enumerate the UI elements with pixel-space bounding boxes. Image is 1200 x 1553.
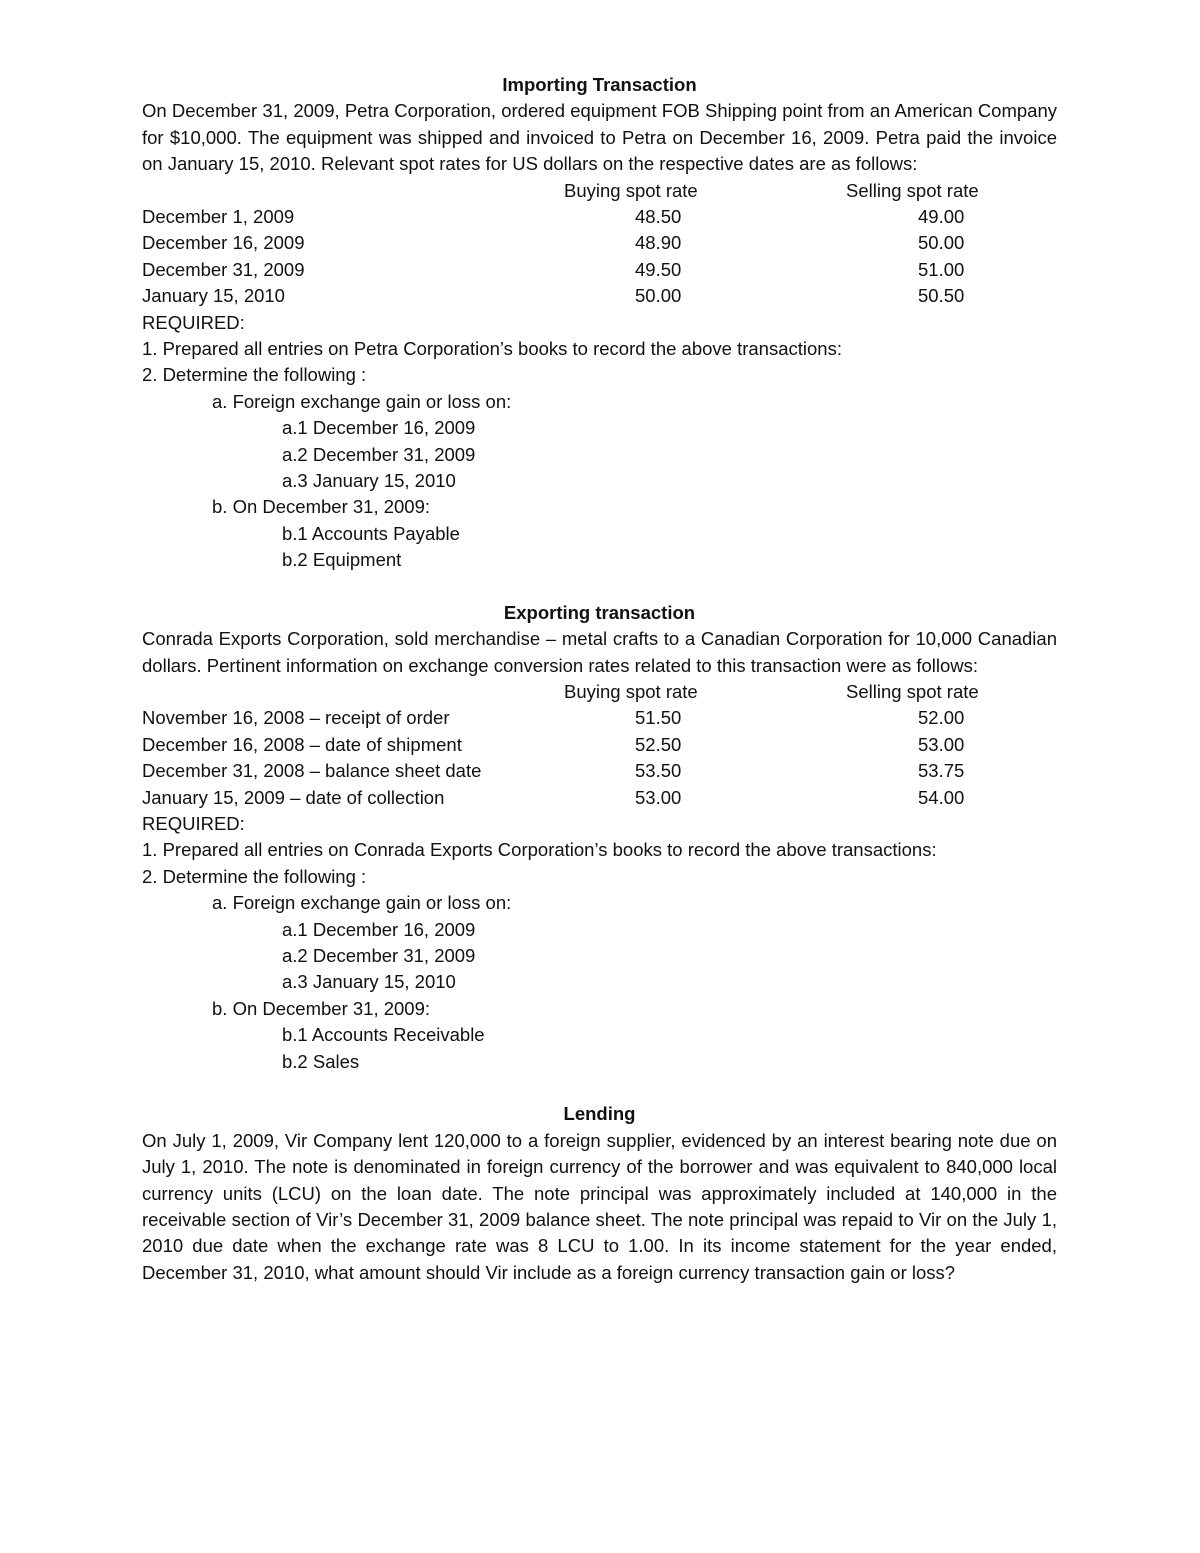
rate-buy: 50.00	[635, 285, 682, 307]
rate-sell: 53.75	[918, 760, 965, 782]
exporting-rates-table	[142, 679, 1057, 811]
rate-sell: 49.00	[918, 206, 965, 228]
rate-buy: 53.50	[635, 760, 682, 782]
question-2b1: b.1 Accounts Receivable	[282, 1024, 485, 1046]
rate-buy: 48.50	[635, 206, 682, 228]
rate-sell: 50.00	[918, 232, 965, 254]
rate-sell: 50.50	[918, 285, 965, 307]
question-2a3: a.3 January 15, 2010	[282, 971, 456, 993]
rate-row	[142, 705, 1057, 731]
rate-sell: 51.00	[918, 258, 965, 280]
rates-header-row	[142, 178, 1057, 204]
rate-date: December 31, 2009	[142, 258, 305, 280]
rate-buy: 53.00	[635, 786, 682, 808]
question-2a: a. Foreign exchange gain or loss on:	[212, 892, 512, 914]
importing-paragraph: On December 31, 2009, Petra Corporation, ordered equipment FOB Shipping point from an American Company for $10,000. The equipment was shipped and invoiced to Petra on December 16, 2009. Petra paid the invoice on January 15, 2010. Relevant spot rates for US dollars on the respective dates are as follows:	[142, 100, 1057, 175]
rate-row	[142, 204, 1057, 230]
rate-buy: 48.90	[635, 232, 682, 254]
question-2a: a. Foreign exchange gain or loss on:	[212, 390, 512, 412]
rate-row	[142, 230, 1057, 256]
col-selling-header: Selling spot rate	[846, 179, 979, 201]
rate-row	[142, 257, 1057, 283]
question-2a3: a.3 January 15, 2010	[282, 469, 456, 491]
rate-sell: 52.00	[918, 707, 965, 729]
col-buying-header: Buying spot rate	[564, 179, 698, 201]
rate-buy: 49.50	[635, 258, 682, 280]
required-label: REQUIRED:	[142, 311, 245, 333]
col-selling-header: Selling spot rate	[846, 681, 979, 703]
question-2a2: a.2 December 31, 2009	[282, 945, 476, 966]
exporting-paragraph: Conrada Exports Corporation, sold merchandise – metal crafts to a Canadian Corporation for 10,000 Canadian dollars. Pertinent information on exchange conversion rates related to this transaction were as follows:	[142, 628, 1057, 676]
question-2: 2. Determine the following :	[142, 364, 367, 386]
question-2b: b. On December 31, 2009:	[212, 496, 431, 518]
question-2b2: b.2 Sales	[282, 1050, 360, 1072]
question-2a2: a.2 December 31, 2009	[282, 443, 476, 465]
question-2b2: b.2 Equipment	[282, 549, 402, 571]
rate-sell: 54.00	[918, 786, 965, 808]
rate-buy: 52.50	[635, 733, 682, 755]
question-2a1: a.1 December 16, 2009	[282, 417, 476, 439]
required-label: REQUIRED:	[142, 813, 245, 835]
rate-date: December 16, 2009	[142, 232, 305, 254]
rate-date: January 15, 2009 – date of collection	[142, 786, 445, 808]
question-2: 2. Determine the following :	[142, 865, 367, 887]
question-2b1: b.1 Accounts Payable	[282, 522, 460, 544]
lending-paragraph: On July 1, 2009, Vir Company lent 120,000 to a foreign supplier, evidenced by an interest bearing note due on July 1, 2010. The note is denominated in foreign currency of the borrower and was equivalent to 840,000 local currency units (LCU) on the loan date. The note principal was approximately included at 140,000 in the receivable section of Vir’s December 31, 2009 balance sheet. The note principal was repaid to Vir on the July 1, 2010 due date when the exchange rate was 8 LCU to 1.00. In its income statement for the year ended, December 31, 2010, what amount should Vir include as a foreign currency transaction gain or loss?	[142, 1129, 1057, 1283]
rate-row	[142, 283, 1057, 309]
rate-row	[142, 732, 1057, 758]
question-2b: b. On December 31, 2009:	[212, 997, 431, 1019]
importing-title: Importing Transaction	[502, 74, 697, 95]
col-buying-header: Buying spot rate	[564, 681, 698, 703]
rate-row	[142, 785, 1057, 811]
question-1: 1. Prepared all entries on Petra Corporation’s books to record the above transactions:	[142, 337, 842, 359]
rate-sell: 53.00	[918, 733, 965, 755]
question-2a1: a.1 December 16, 2009	[282, 918, 476, 940]
importing-rates-table	[142, 178, 1057, 310]
rate-date: November 16, 2008 – receipt of order	[142, 707, 450, 729]
document-page	[142, 72, 1057, 1286]
rate-buy: 51.50	[635, 707, 682, 729]
rates-header-row	[142, 679, 1057, 705]
rate-date: December 1, 2009	[142, 206, 295, 228]
rate-row	[142, 758, 1057, 784]
exporting-title: Exporting transaction	[503, 601, 696, 623]
question-1: 1. Prepared all entries on Conrada Exports Corporation’s books to record the above transactions:	[142, 839, 937, 861]
rate-date: December 31, 2008 – balance sheet date	[142, 760, 482, 782]
rate-date: January 15, 2010	[142, 285, 285, 307]
rate-date: December 16, 2008 – date of shipment	[142, 733, 462, 755]
lending-title: Lending	[563, 1103, 636, 1125]
